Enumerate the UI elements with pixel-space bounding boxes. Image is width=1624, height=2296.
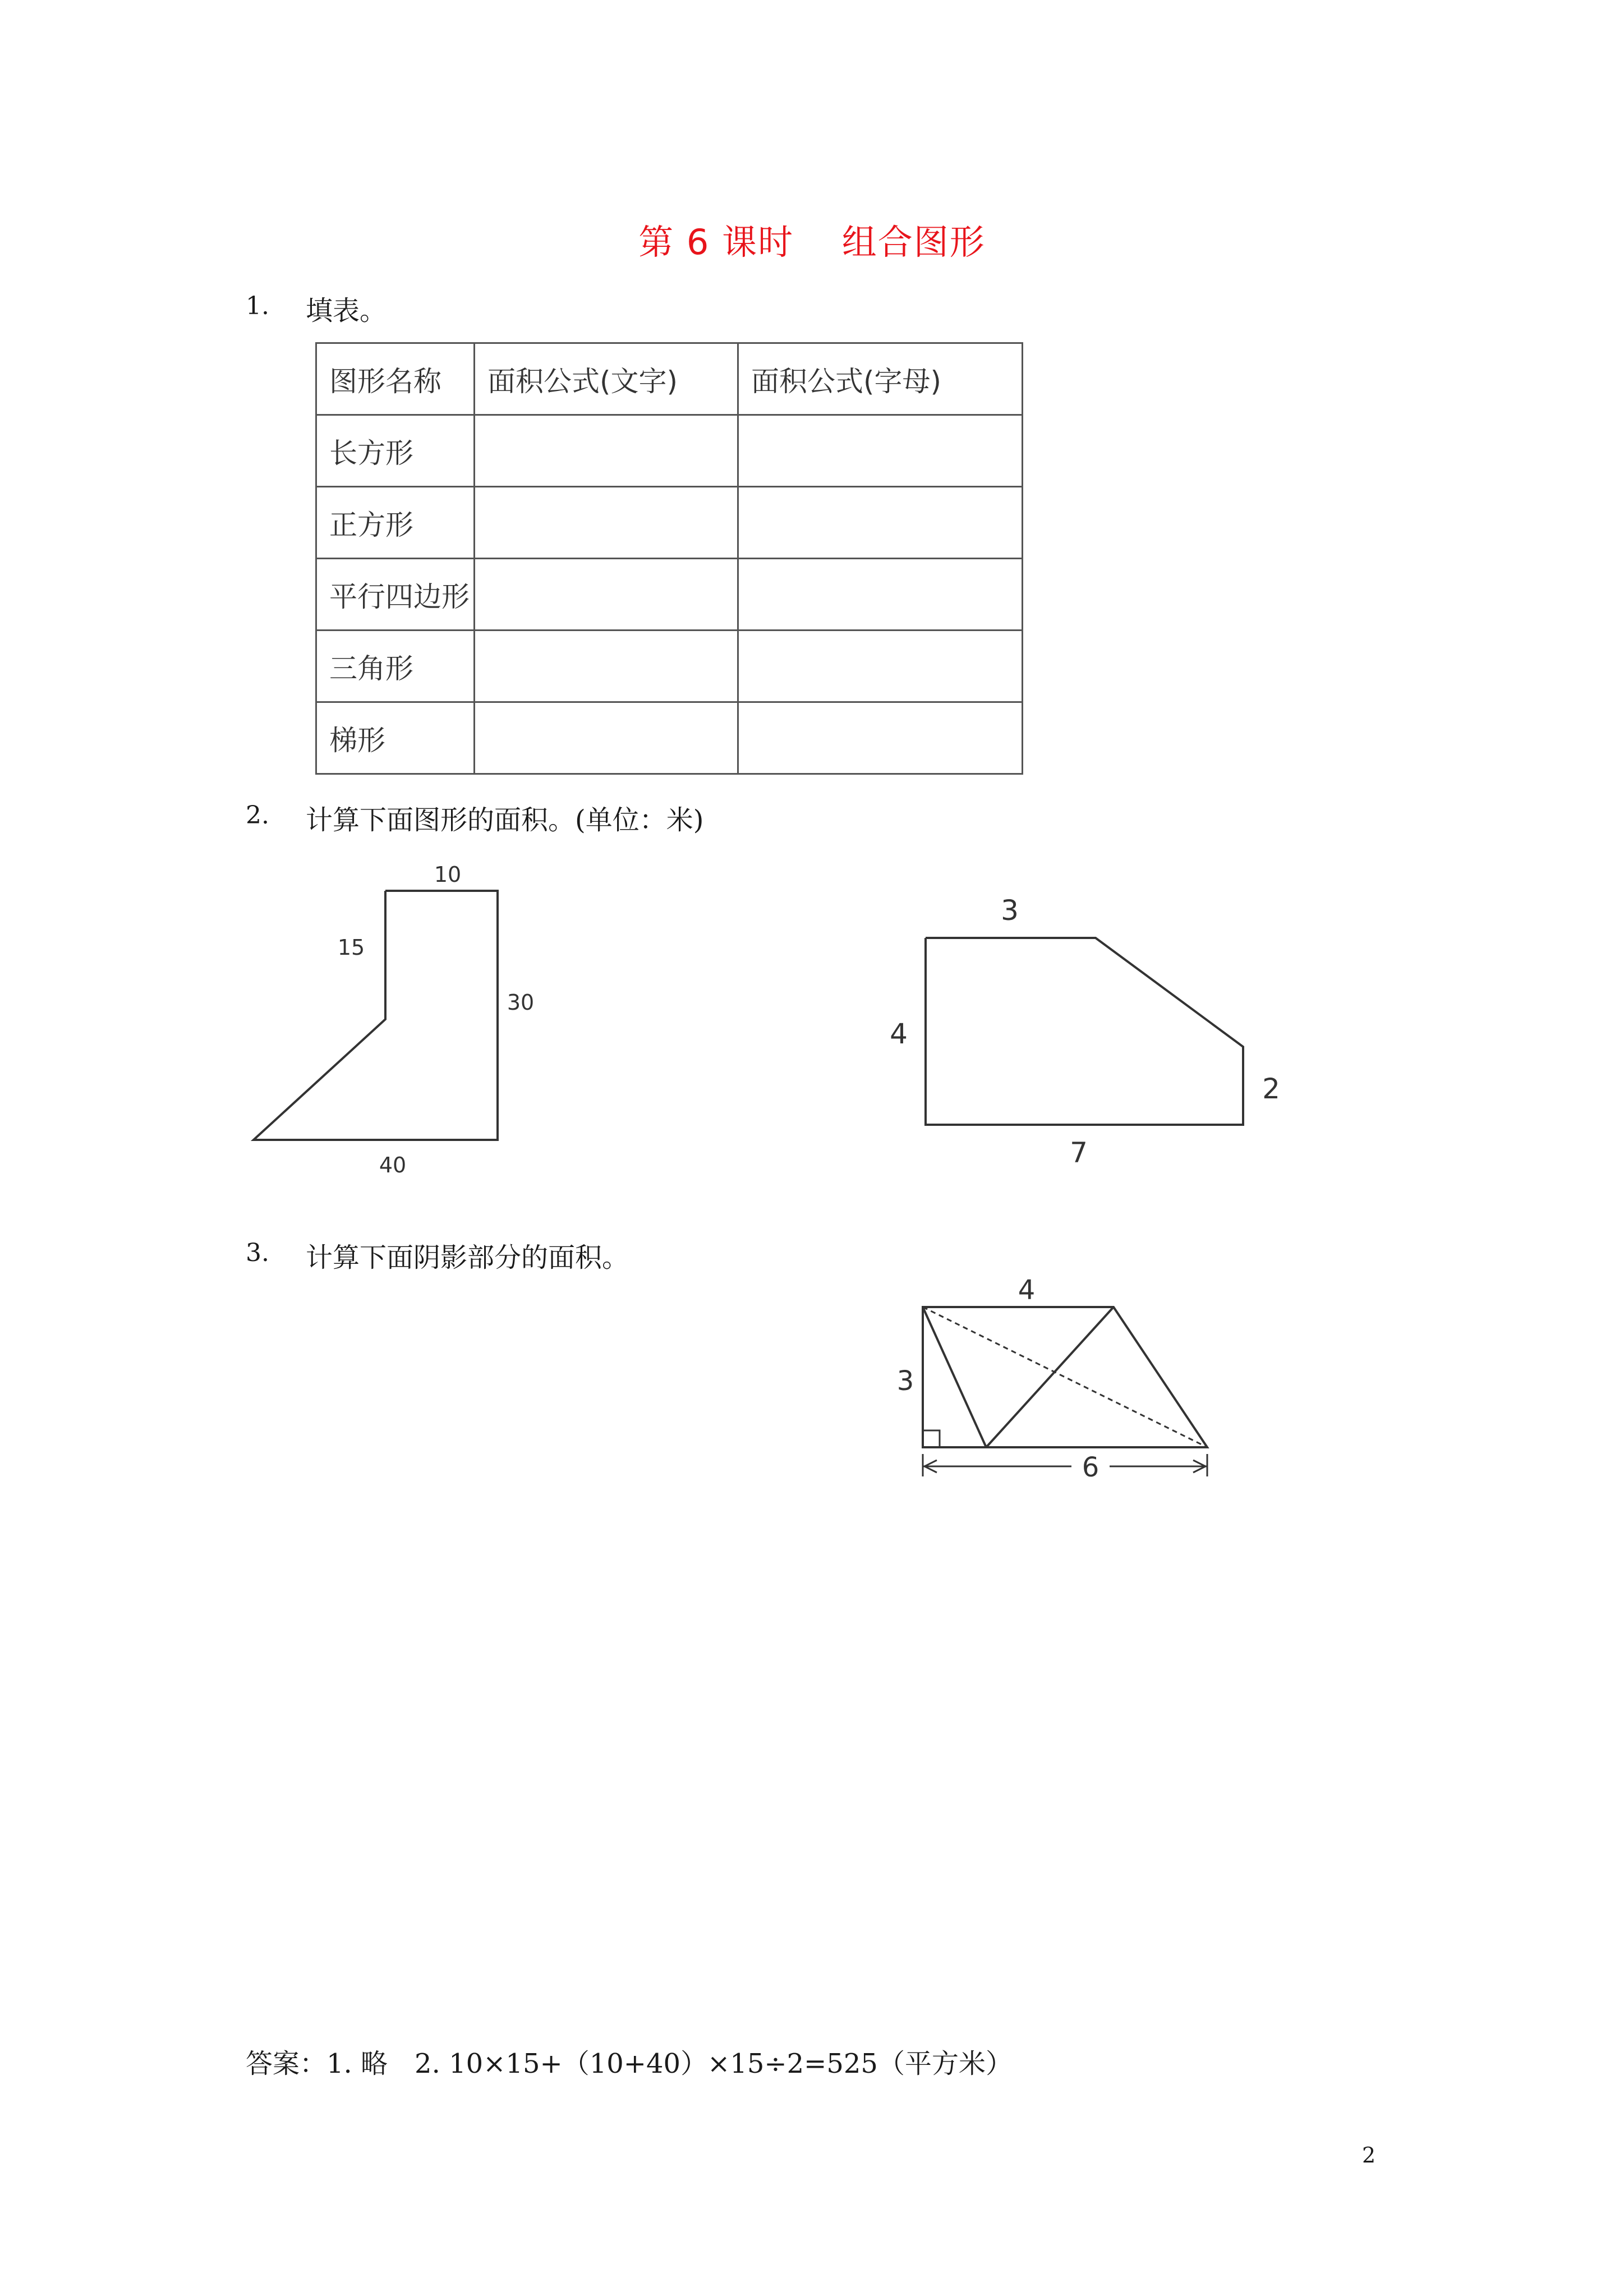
question-3-number: 3. xyxy=(246,1239,269,1267)
table-cell-shape: 三角形 xyxy=(316,631,475,702)
answer-line: 答案：1. 略 2. 10×15+（10+40）×15÷2=525（平方米） xyxy=(246,2048,1013,2079)
fig3-label-left: 3 xyxy=(896,1365,914,1397)
page-title: 第 6 课时 组合图形 xyxy=(638,222,986,263)
fig3-label-top: 4 xyxy=(1018,1274,1036,1306)
composite-figure-2 xyxy=(890,894,1280,1169)
fig2-label-right: 2 xyxy=(1262,1073,1280,1105)
fig1-label-top: 10 xyxy=(434,862,462,887)
composite-outline-1 xyxy=(254,891,498,1140)
fig2-label-bottom: 7 xyxy=(1070,1137,1088,1169)
fig3-label-bottom: 6 xyxy=(1082,1452,1099,1483)
fig1-label-right: 30 xyxy=(507,990,535,1015)
table-cell-shape: 长方形 xyxy=(316,415,475,487)
composite-figure-1 xyxy=(254,862,534,1177)
table-header-cell: 图形名称 xyxy=(316,343,475,415)
fig1-label-bottom: 40 xyxy=(379,1153,407,1177)
table-header-cell: 面积公式(字母) xyxy=(738,343,1023,415)
page-number: 2 xyxy=(1362,2143,1376,2168)
question-1-number: 1. xyxy=(246,292,269,320)
composite-outline-2 xyxy=(926,938,1243,1125)
question-2-text: 计算下面图形的面积。(单位：米) xyxy=(306,804,704,836)
question-1-text: 填表。 xyxy=(306,295,387,326)
leg-line xyxy=(923,1307,986,1447)
diagonal-line xyxy=(986,1307,1114,1447)
question-2-number: 2. xyxy=(246,801,269,830)
table-cell-shape: 正方形 xyxy=(316,487,475,559)
fig2-label-left: 4 xyxy=(890,1018,908,1050)
question-3-text: 计算下面阴影部分的面积。 xyxy=(306,1242,629,1273)
table-cell-shape: 梯形 xyxy=(316,702,475,774)
table-header-cell: 面积公式(文字) xyxy=(475,343,738,415)
fig2-label-top: 3 xyxy=(1001,894,1019,927)
right-angle-marker xyxy=(923,1430,940,1447)
shaded-area-figure xyxy=(897,1274,1207,1483)
fig1-label-left: 15 xyxy=(337,935,365,960)
table-cell-shape: 平行四边形 xyxy=(316,559,475,631)
dashed-diagonal xyxy=(923,1307,1207,1447)
